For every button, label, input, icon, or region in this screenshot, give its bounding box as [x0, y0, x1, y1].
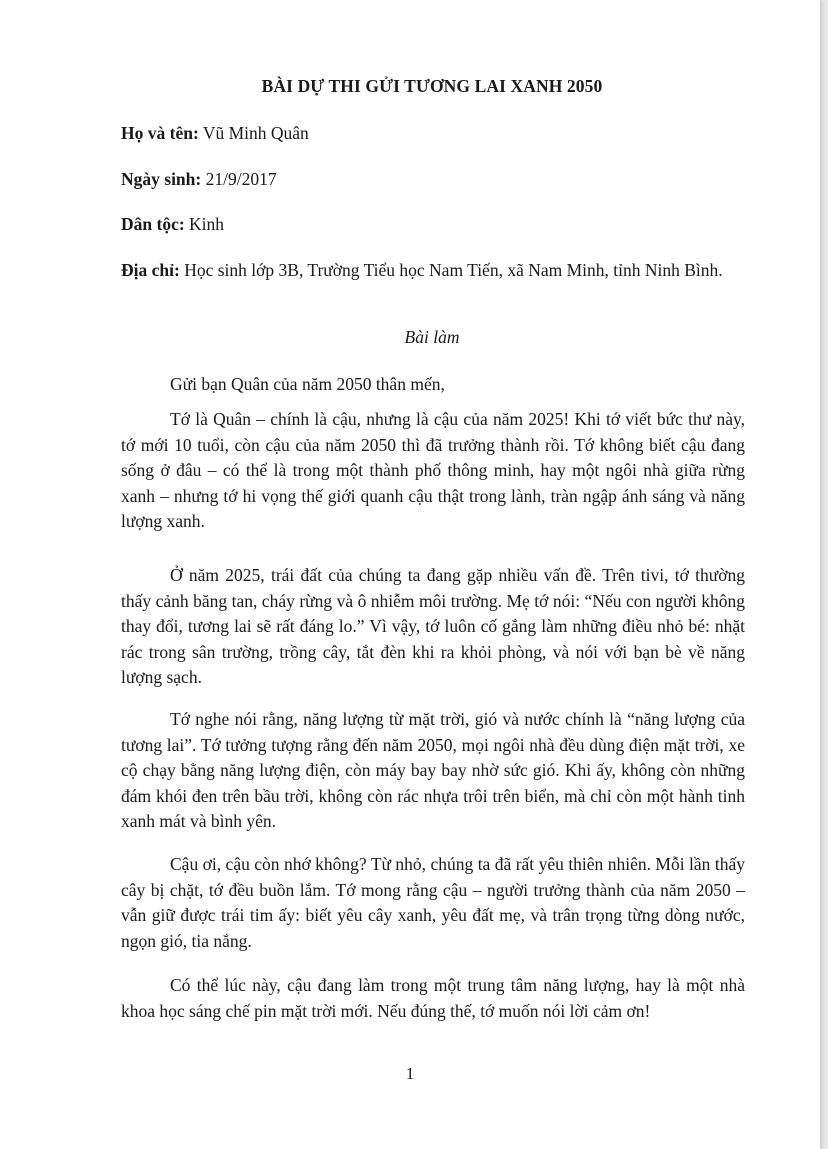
field-label: Ngày sinh: [121, 169, 202, 189]
field-label: Địa chỉ: [121, 260, 180, 280]
field-label: Dân tộc: [121, 214, 185, 234]
section-heading: Bài làm [404, 327, 460, 347]
field-value: Học sinh lớp 3B, Trường Tiểu học Nam Tiến, xã Nam Minh, tỉnh Ninh Bình. [179, 260, 723, 280]
field-value: Vũ Minh Quân [198, 123, 309, 143]
letter-paragraph: Cậu ơi, cậu còn nhớ không? Từ nhỏ, chúng ta đã rất yêu thiên nhiên. Mỗi lần thấy cây bị chặt, tớ đều buồn lắm. Tớ mong rằng cậu – người trưởng thành của năm 2050 – vẫn giữ được trái tim ấy: biết yêu cây xanh, yêu đất mẹ, và trân trọng từng dòng nước, ngọn gió, tia nắng. [121, 854, 745, 951]
letter-paragraph: Tớ nghe nói rằng, năng lượng từ mặt trời, gió và nước chính là “năng lượng của tương lai”. Tớ tưởng tượng rằng đến năm 2050, mọi ngôi nhà đều dùng điện mặt trời, xe cộ chạy bằng năng lượng điện, còn máy bay bay nhờ sức gió. Khi ấy, không còn những đám khói đen trên bầu trời, không còn rác nhựa trôi trên biển, mà chỉ còn một hành tinh xanh mát và bình yên. [121, 709, 745, 832]
page-number: 1 [405, 1064, 415, 1083]
letter-greeting: Gửi bạn Quân của năm 2050 thân mến, [170, 374, 445, 394]
field-value: 21/9/2017 [201, 169, 277, 189]
letter-paragraph: Có thể lúc này, cậu đang làm trong một trung tâm năng lượng, hay là một nhà khoa học sáng chế pin mặt trời mới. Nếu đúng thế, tớ muốn nói lời cảm ơn! [121, 975, 745, 1021]
field-full-name [121, 121, 761, 146]
field-value: Kinh [184, 214, 225, 234]
field-address [121, 258, 745, 283]
field-ethnicity [121, 212, 761, 237]
letter-paragraph: Tớ là Quân – chính là cậu, nhưng là cậu của năm 2025! Khi tớ viết bức thư này, tớ mới 10 tuổi, còn cậu của năm 2050 thì đã trưởng thành rồi. Tớ không biết cậu đang sống ở đâu – có thể là trong một thành phố thông minh, hay một ngôi nhà giữa rừng xanh – nhưng tớ hi vọng thế giới quanh cậu thật trong lành, tràn ngập ánh sáng và năng lượng xanh. [121, 409, 745, 532]
field-label: Họ và tên: [121, 123, 199, 143]
letter-paragraph: Ở năm 2025, trái đất của chúng ta đang gặp nhiều vấn đề. Trên tivi, tớ thường thấy cảnh băng tan, cháy rừng và ô nhiễm môi trường. Mẹ tớ nói: “Nếu con người không thay đổi, tương lai sẽ rất đáng lo.” Vì vậy, tớ luôn cố gắng làm những điều nhỏ bé: nhặt rác trong sân trường, trồng cây, tắt đèn khi ra khỏi phòng, và nói với bạn bè về năng lượng sạch. [121, 565, 745, 688]
document-title: BÀI DỰ THI GỬI TƯƠNG LAI XANH 2050 [261, 76, 603, 96]
field-date-of-birth [121, 167, 761, 192]
